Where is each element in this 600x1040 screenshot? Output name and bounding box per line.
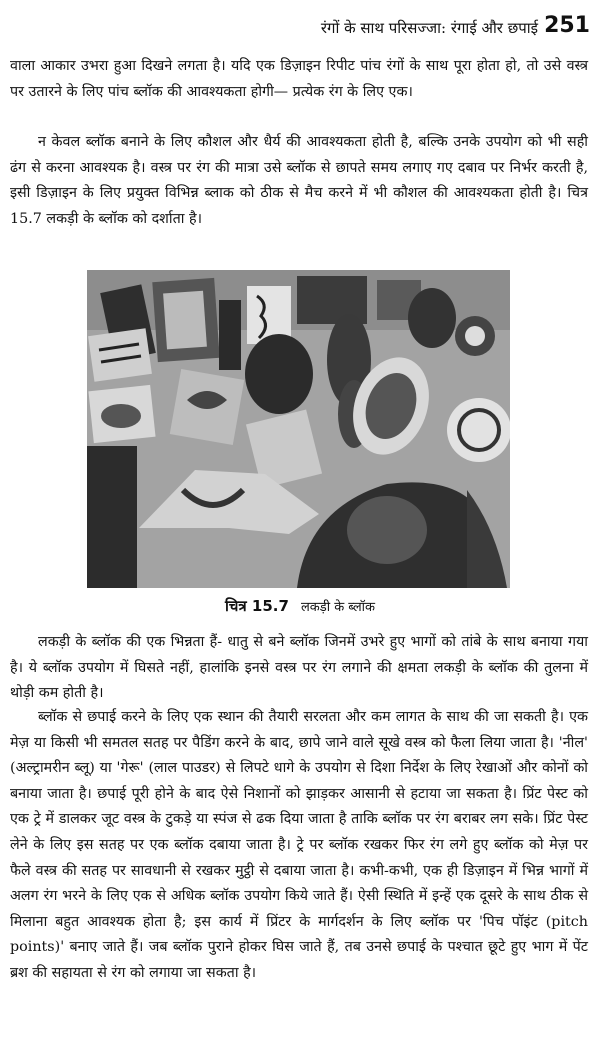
paragraph-2: न केवल ब्लॉक बनाने के लिए कौशल और धैर्य की आवश्यकता होती है, बल्कि उनके उपयोग को भी सही ढंग से करना आवश्यक है। वस्त्र पर रंग की मात्रा उसे ब्लॉक से छापते समय लगाए गए दबाव पर निर्भर करती है, इसी डिज़ाइन के लिए प्रयुक्त विभिन्न ब्लाक को ठीक से मैच करने में भी कौशल की आवश्यकता होती है। चित्र 15.7 लकड़ी के ब्लॉक को दर्शाता है।	[10, 134, 588, 227]
paragraph-1: वाला आकार उभरा हुआ दिखने लगता है। यदि एक डिज़ाइन रिपीट पांच रंगों के साथ पूरा होता हो, तो उसे वस्त्र पर उतारने के लिए पांच ब्लॉक की आवश्यकता होगी— प्रत्येक रंग के लिए एक।	[10, 58, 588, 100]
figure-caption	[0, 596, 600, 616]
figure-caption-text: लकड़ी के ब्लॉक	[300, 600, 375, 615]
page-number: 251	[544, 13, 590, 38]
page-header	[0, 12, 600, 42]
chapter-title: रंगों के साथ परिसज्जा: रंगाई और छपाई	[320, 19, 538, 37]
figure-label: चित्र 15.7	[225, 597, 289, 615]
wooden-blocks-photo	[87, 270, 510, 588]
paragraph-3: लकड़ी के ब्लॉक की एक भिन्नता हैं- धातु से बने ब्लॉक जिनमें उभरे हुए भागों को तांबे के साथ बनाया गया है। ये ब्लॉक उपयोग में घिसते नहीं, हालांकि इनसे वस्त्र पर रंग लगाने की क्षमता लकड़ी के ब्लॉक की तुलना में थोड़ी कम होती है।	[10, 634, 588, 702]
paragraph-4: ब्लॉक से छपाई करने के लिए एक स्थान की तैयारी सरलता और कम लागत के साथ की जा सकती है। एक मेज़ या किसी भी समतल सतह पर पैडिंग करने के बाद, छापे जाने वाले सूखे वस्त्र को फैला लिया जाता है। 'नील' (अल्ट्रामरीन ब्लू) या 'गेरू' (लाल पाउडर) से लिपटे धागे के उपयोग से दिशा निर्देश के लिए रेखाओं और कोनों को बनाया जाता है। छपाई पूरी होने के बाद ऐसे निशानों को झाड़कर आसानी से हटाया जा सकता है। प्रिंट पेस्ट को एक ट्रे में डालकर जूट वस्त्र के टुकड़े या स्पंज से ढक दिया जाता है ताकि ब्लॉक पर रंग बराबर लग सके। प्रिंट पेस्ट लेने के लिए इस सतह पर एक ब्लॉक दबाया जाता है। ट्रे पर ब्लॉक रखकर फिर रंग लगे हुए ब्लॉक को मेज़ पर फैले वस्त्र की सतह पर सावधानी से रखकर मुट्ठी से दबाया जाता है। कभी-कभी, एक ही डिज़ाइन में भिन्न भागों में अलग रंग भरने के लिए एक से अधिक ब्लॉक उपयोग किये जाते हैं। ऐसी स्थिति में इन्हें एक दूसरे के साथ ठीक से मिलाना बहुत आवश्यक होता है; इस कार्य में प्रिंटर के मार्गदर्शन के लिए ब्लॉक पर 'पिच पॉइंट (pitch points)' बनाए जाते हैं। जब ब्लॉक पुराने होकर घिस जाते हैं, तब उनसे छपाई के पश्चात छूटे हुए भाग में पेंट ब्रश की सहायता से रंग को लगाया जा सकता है।	[10, 709, 588, 981]
